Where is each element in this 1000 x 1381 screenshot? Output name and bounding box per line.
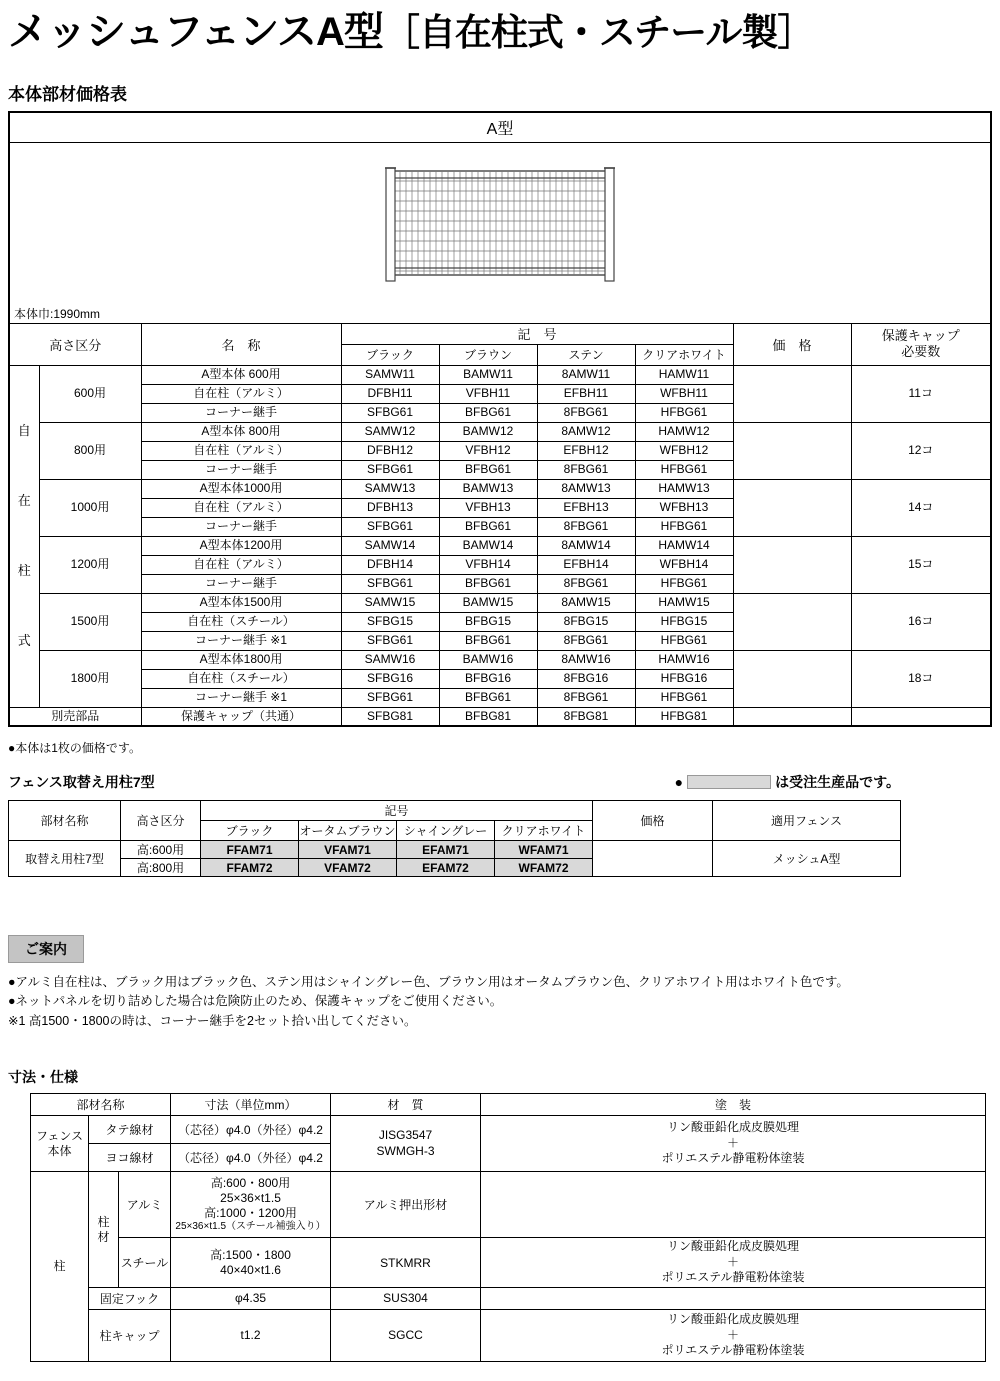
pillar-group: 柱 <box>31 1172 89 1362</box>
spec-row-cap <box>31 1309 986 1361</box>
part-name-cell: 自在柱（アルミ） <box>141 441 341 460</box>
rcol-part-header: 部材名称 <box>9 801 121 841</box>
height-category-cell: 600用 <box>39 365 141 422</box>
product-code-cell: HFBG15 <box>635 612 733 631</box>
product-code-cell: 8FBG61 <box>537 403 635 422</box>
price-cell <box>733 365 851 422</box>
item-tate-wire: タテ線材 <box>89 1116 171 1144</box>
product-code-cell: FFAM71 <box>201 841 299 859</box>
product-code-cell: SAMW13 <box>341 479 439 498</box>
product-code-cell: BAMW15 <box>439 593 537 612</box>
hook-coating-empty <box>481 1287 986 1309</box>
rcol-price-header: 価格 <box>593 801 713 841</box>
product-code-cell: EFBH11 <box>537 384 635 403</box>
spec-col-material: 材 質 <box>331 1094 481 1116</box>
hook-dim: φ4.35 <box>171 1287 331 1309</box>
fence-coating: リン酸亜鉛化成皮膜処理 ＋ ポリエステル静電粉体塗装 <box>481 1116 986 1172</box>
product-code-cell: HAMW15 <box>635 593 733 612</box>
product-code-cell: SFBG61 <box>341 517 439 536</box>
steel-coating: リン酸亜鉛化成皮膜処理 ＋ ポリエステル静電粉体塗装 <box>481 1238 986 1288</box>
caps-count-cell <box>851 707 991 726</box>
product-code-cell: 8AMW11 <box>537 365 635 384</box>
product-code-cell: EFAM72 <box>397 859 495 877</box>
product-code-cell: HFBG61 <box>635 631 733 650</box>
model-header: A型 <box>9 112 991 142</box>
product-code-cell: DFBH12 <box>341 441 439 460</box>
height-category-cell: 1200用 <box>39 536 141 593</box>
product-code-cell: SAMW14 <box>341 536 439 555</box>
product-code-cell: SFBG61 <box>341 403 439 422</box>
spec-header-row <box>31 1094 986 1116</box>
caps-count-cell: 15コ <box>851 536 991 593</box>
product-code-cell: VFBH12 <box>439 441 537 460</box>
product-code-cell: 8FBG81 <box>537 707 635 726</box>
guide-heading: ご案内 <box>8 935 84 963</box>
column-header-row <box>9 323 991 344</box>
rcolor-shinegray: シャイングレー <box>397 821 495 841</box>
main-price-table <box>8 111 992 727</box>
product-code-cell: SFBG15 <box>341 612 439 631</box>
product-code-cell: SFBG61 <box>341 460 439 479</box>
product-code-cell: BAMW13 <box>439 479 537 498</box>
product-code-cell: 8AMW14 <box>537 536 635 555</box>
side-label-jizai-chushiki <box>9 365 39 707</box>
made-to-order-note <box>675 772 900 792</box>
pillar-sub-label: 柱材 <box>89 1172 119 1288</box>
price-cell <box>733 536 851 593</box>
product-code-cell: FFAM72 <box>201 859 299 877</box>
guide-note-2: ●ネットパネルを切り詰めした場合は危険防止のため、保護キャップをご使用ください。 <box>8 994 503 1009</box>
height-category-cell: 1000用 <box>39 479 141 536</box>
part-name-cell: 自在柱（スチール） <box>141 612 341 631</box>
price-row <box>9 365 991 384</box>
product-code-cell: SAMW11 <box>341 365 439 384</box>
part-name-cell: 自在柱（アルミ） <box>141 555 341 574</box>
product-code-cell: HAMW11 <box>635 365 733 384</box>
product-code-cell: VFBH13 <box>439 498 537 517</box>
color-header-black: ブラック <box>341 344 439 365</box>
steel-dim: 高:1500・1800 40×40×t1.6 <box>171 1238 331 1288</box>
product-code-cell: DFBH13 <box>341 498 439 517</box>
product-code-cell: SFBG16 <box>341 669 439 688</box>
product-code-cell: BFBG61 <box>439 631 537 650</box>
col-caps-header <box>851 323 991 365</box>
product-code-cell: HAMW13 <box>635 479 733 498</box>
page-title <box>8 8 990 56</box>
part-name-cell: A型本体 800用 <box>141 422 341 441</box>
product-code-cell: HAMW14 <box>635 536 733 555</box>
page-title-main: メッシュフェンスA型 <box>8 10 383 54</box>
product-code-cell: EFBH14 <box>537 555 635 574</box>
replacement-part-name: 取替え用柱7型 <box>9 841 121 877</box>
separate-category-cell: 別売部品 <box>9 707 141 726</box>
tate-wire-dim: （芯径）φ4.0（外径）φ4.2 <box>171 1116 331 1144</box>
spec-row-hook <box>31 1287 986 1309</box>
product-code-cell: 8FBG61 <box>537 460 635 479</box>
part-name-cell: A型本体 600用 <box>141 365 341 384</box>
price-row <box>9 479 991 498</box>
caps-count-cell: 12コ <box>851 422 991 479</box>
steel-material: STKMRR <box>331 1238 481 1288</box>
product-code-cell: HAMW12 <box>635 422 733 441</box>
caps-count-cell: 16コ <box>851 593 991 650</box>
height-category-cell: 800用 <box>39 422 141 479</box>
product-code-cell: SFBG61 <box>341 574 439 593</box>
cap-dim: t1.2 <box>171 1309 331 1361</box>
part-name-cell: A型本体1800用 <box>141 650 341 669</box>
part-name-cell: コーナー継手 <box>141 403 341 422</box>
spec-heading: 寸法・仕様 <box>8 1069 78 1086</box>
price-row <box>9 536 991 555</box>
height-category-cell: 1500用 <box>39 593 141 650</box>
guide-note-1: ●アルミ自在柱は、ブラック用はブラック色、ステン用はシャイングレー色、ブラウン用はオータムブラウン色、クリアホワイト用はホワイト色です。 <box>8 975 849 989</box>
col-name-header: 名 称 <box>141 323 341 365</box>
product-code-cell: HFBG61 <box>635 460 733 479</box>
cap-coating: リン酸亜鉛化成皮膜処理 ＋ ポリエステル静電粉体塗装 <box>481 1309 986 1361</box>
replacement-height-800: 高:800用 <box>121 859 201 877</box>
price-row <box>9 422 991 441</box>
product-code-cell: BFBG61 <box>439 574 537 593</box>
side-label-text: 自 在 柱 式 <box>17 422 31 648</box>
price-cell <box>733 422 851 479</box>
part-name-cell: コーナー継手 ※1 <box>141 631 341 650</box>
alumi-dim: 高:600・800用 25×36×t1.5 高:1000・1200用 25×36×t1.5（スチール補強入り） <box>171 1172 331 1238</box>
replacement-height-600: 高:600用 <box>121 841 201 859</box>
applicable-fence-cell: メッシュA型 <box>713 841 901 877</box>
page-title-sub: ［自在柱式・スチール製］ <box>382 12 814 53</box>
col-price-header: 価 格 <box>733 323 851 365</box>
product-code-cell: BAMW16 <box>439 650 537 669</box>
replacement-heading-row <box>8 772 900 792</box>
product-code-cell: 8FBG61 <box>537 688 635 707</box>
product-code-cell: SAMW16 <box>341 650 439 669</box>
product-code-cell: 8FBG16 <box>537 669 635 688</box>
fence-diagram <box>383 163 617 285</box>
product-code-cell: BAMW14 <box>439 536 537 555</box>
price-row-separate <box>9 707 991 726</box>
part-name-cell: A型本体1200用 <box>141 536 341 555</box>
item-yoko-wire: ヨコ線材 <box>89 1144 171 1172</box>
rcol-height-header: 高さ区分 <box>121 801 201 841</box>
hook-material: SUS304 <box>331 1287 481 1309</box>
replacement-header-row <box>9 801 901 821</box>
product-code-cell: 8FBG61 <box>537 517 635 536</box>
caps-count-cell: 11コ <box>851 365 991 422</box>
replacement-heading: フェンス取替え用柱7型 <box>8 774 155 790</box>
price-cell <box>733 707 851 726</box>
part-name-cell: 自在柱（スチール） <box>141 669 341 688</box>
spec-row-alumi <box>31 1172 986 1238</box>
product-code-cell: WFBH12 <box>635 441 733 460</box>
product-code-cell: 8FBG15 <box>537 612 635 631</box>
col-height-header: 高さ区分 <box>9 323 141 365</box>
replacement-price-cell <box>593 841 713 877</box>
item-steel: スチール <box>119 1238 171 1288</box>
product-code-cell: 8AMW12 <box>537 422 635 441</box>
caps-header-line1: 保護キャップ <box>881 328 960 344</box>
color-header-clearwhite: クリアホワイト <box>635 344 733 365</box>
spec-table <box>30 1093 986 1362</box>
note-bullet: ● <box>674 774 684 790</box>
product-code-cell: SFBG81 <box>341 707 439 726</box>
spec-col-coating: 塗 装 <box>481 1094 986 1116</box>
product-code-cell: SAMW12 <box>341 422 439 441</box>
rcolor-autumnbrown: オータムブラウン <box>299 821 397 841</box>
product-code-cell: BAMW11 <box>439 365 537 384</box>
product-code-cell: VFAM71 <box>299 841 397 859</box>
made-to-order-swatch <box>687 775 771 789</box>
body-width-note: 本体巾:1990mm <box>14 306 101 321</box>
rcolor-clearwhite: クリアホワイト <box>495 821 593 841</box>
rcol-code-header: 記号 <box>201 801 593 821</box>
product-code-cell: DFBH14 <box>341 555 439 574</box>
product-code-cell: WFBH13 <box>635 498 733 517</box>
price-footnote: ●本体は1枚の価格です。 <box>8 741 141 755</box>
product-code-cell: BFBG61 <box>439 517 537 536</box>
item-alumi: アルミ <box>119 1172 171 1238</box>
product-code-cell: VFBH11 <box>439 384 537 403</box>
product-code-cell: HFBG61 <box>635 403 733 422</box>
note-text: は受注生産品です。 <box>775 774 900 790</box>
part-name-cell: A型本体1000用 <box>141 479 341 498</box>
product-code-cell: HFBG61 <box>635 517 733 536</box>
product-code-cell: VFAM72 <box>299 859 397 877</box>
product-code-cell: HFBG81 <box>635 707 733 726</box>
product-code-cell: 8AMW13 <box>537 479 635 498</box>
height-category-cell: 1800用 <box>39 650 141 707</box>
product-code-cell: 8AMW16 <box>537 650 635 669</box>
product-code-cell: WFAM72 <box>495 859 593 877</box>
price-cell <box>733 650 851 707</box>
col-code-header: 記 号 <box>341 323 733 344</box>
product-code-cell: 8AMW15 <box>537 593 635 612</box>
product-code-cell: WFBH11 <box>635 384 733 403</box>
product-code-cell: EFAM71 <box>397 841 495 859</box>
rcol-fence-header: 適用フェンス <box>713 801 901 841</box>
product-code-cell: EFBH12 <box>537 441 635 460</box>
part-name-cell: コーナー継手 <box>141 517 341 536</box>
replacement-post-table <box>8 800 901 877</box>
item-cap: 柱キャップ <box>89 1309 171 1361</box>
alumi-material: アルミ押出形材 <box>331 1172 481 1238</box>
yoko-wire-dim: （芯径）φ4.0（外径）φ4.2 <box>171 1144 331 1172</box>
product-code-cell: HFBG16 <box>635 669 733 688</box>
product-code-cell: BFBG61 <box>439 403 537 422</box>
replacement-row-600 <box>9 841 901 859</box>
fence-material: JISG3547 SWMGH-3 <box>331 1116 481 1172</box>
alumi-coating-empty <box>481 1172 986 1238</box>
model-header-row <box>9 112 991 142</box>
caps-header-line2: 必要数 <box>901 344 941 359</box>
product-code-cell: SFBG61 <box>341 631 439 650</box>
price-cell <box>733 593 851 650</box>
color-header-brown: ブラウン <box>439 344 537 365</box>
product-code-cell: HAMW16 <box>635 650 733 669</box>
product-code-cell: BFBG61 <box>439 688 537 707</box>
product-code-cell: HFBG61 <box>635 688 733 707</box>
product-code-cell: BFBG15 <box>439 612 537 631</box>
rcolor-black: ブラック <box>201 821 299 841</box>
guide-note-3: ※1 高1500・1800の時は、コーナー継手を2セット拾い出してください。 <box>8 1013 417 1028</box>
part-name-cell: A型本体1500用 <box>141 593 341 612</box>
part-name-cell: 保護キャップ（共通） <box>141 707 341 726</box>
part-name-cell: コーナー継手 <box>141 574 341 593</box>
product-code-cell: SFBG61 <box>341 688 439 707</box>
product-code-cell: WFAM71 <box>495 841 593 859</box>
item-hook: 固定フック <box>89 1287 171 1309</box>
product-code-cell: 8FBG61 <box>537 574 635 593</box>
product-code-cell: HFBG61 <box>635 574 733 593</box>
price-row <box>9 593 991 612</box>
part-name-cell: 自在柱（アルミ） <box>141 498 341 517</box>
spec-row-steel <box>31 1238 986 1288</box>
product-code-cell: SAMW15 <box>341 593 439 612</box>
color-header-sten: ステン <box>537 344 635 365</box>
price-table-heading: 本体部材価格表 <box>8 85 127 104</box>
spec-col-dim: 寸法（単位mm） <box>171 1094 331 1116</box>
product-code-cell: BFBG81 <box>439 707 537 726</box>
price-cell <box>733 479 851 536</box>
product-code-cell: BFBG61 <box>439 460 537 479</box>
product-code-cell: VFBH14 <box>439 555 537 574</box>
product-code-cell: BAMW12 <box>439 422 537 441</box>
part-name-cell: コーナー継手 <box>141 460 341 479</box>
spec-row-tate <box>31 1116 986 1144</box>
fence-diagram-area <box>10 163 990 323</box>
part-name-cell: 自在柱（アルミ） <box>141 384 341 403</box>
spec-col-part: 部材名称 <box>31 1094 171 1116</box>
product-code-cell: BFBG16 <box>439 669 537 688</box>
price-row <box>9 650 991 669</box>
fence-body-group: フェンス本体 <box>31 1116 89 1172</box>
caps-count-cell: 14コ <box>851 479 991 536</box>
product-code-cell: 8FBG61 <box>537 631 635 650</box>
cap-material: SGCC <box>331 1309 481 1361</box>
product-code-cell: EFBH13 <box>537 498 635 517</box>
part-name-cell: コーナー継手 ※1 <box>141 688 341 707</box>
caps-count-cell: 18コ <box>851 650 991 707</box>
product-code-cell: DFBH11 <box>341 384 439 403</box>
product-code-cell: WFBH14 <box>635 555 733 574</box>
guide-notes <box>8 973 990 1031</box>
diagram-row <box>9 142 991 323</box>
